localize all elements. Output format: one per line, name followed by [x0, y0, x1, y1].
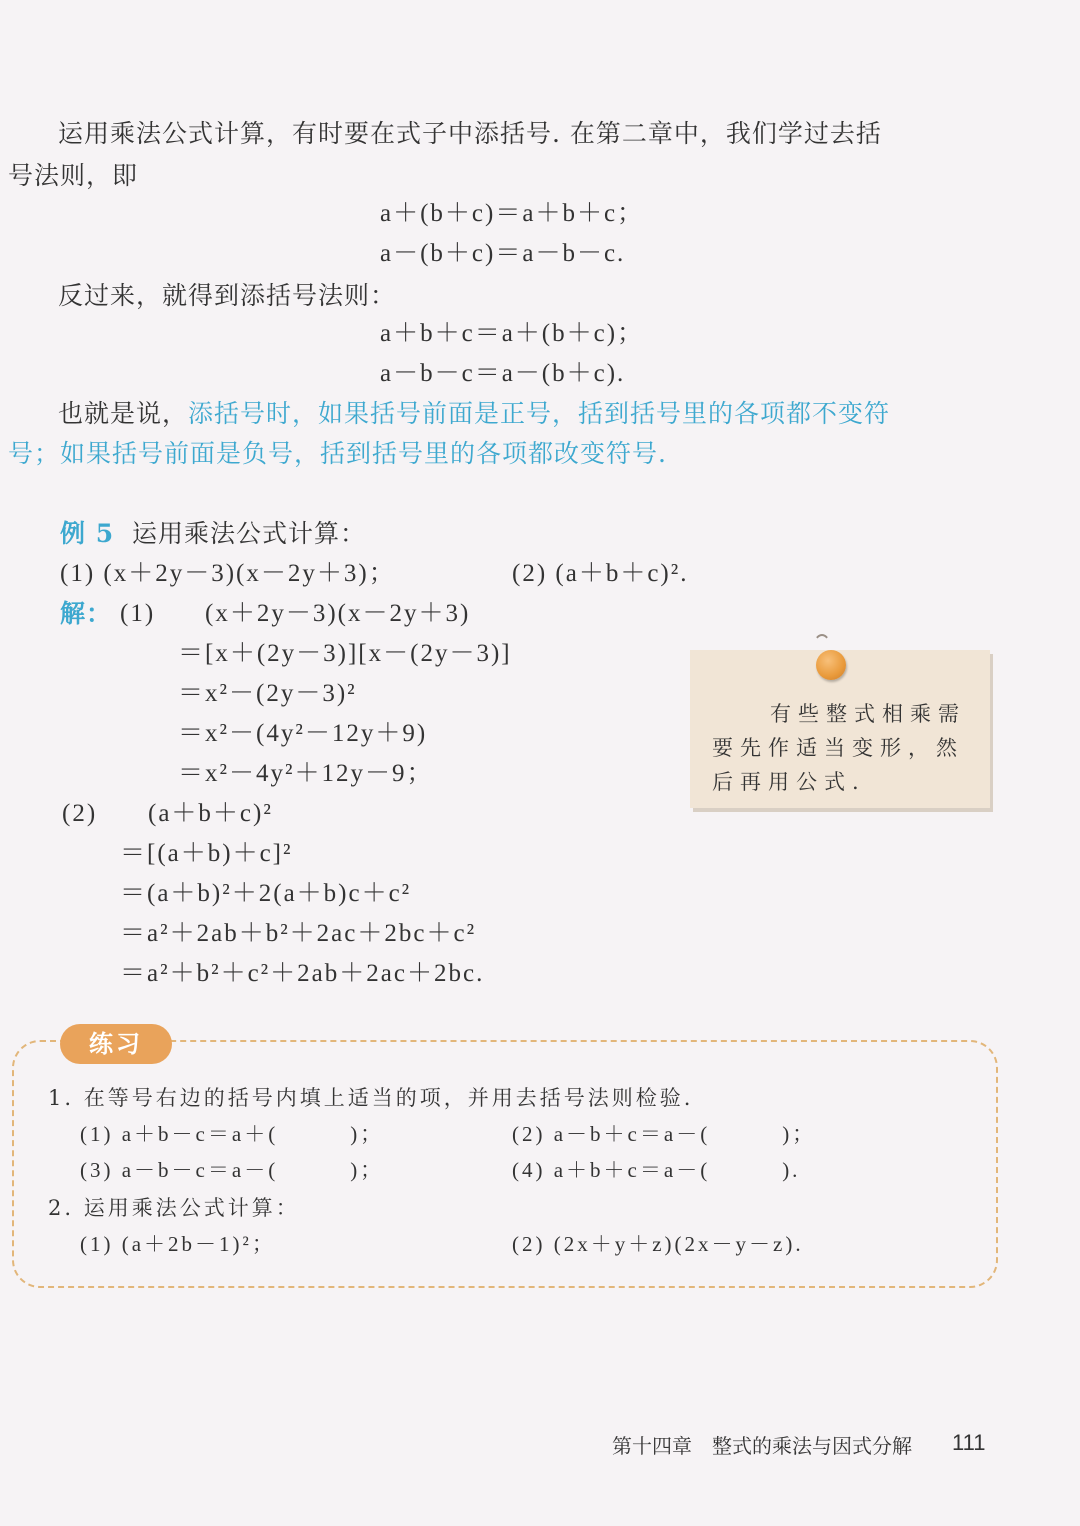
page-number: 111 [952, 1430, 986, 1455]
solution-step: ＝a²＋b²＋c²＋2ab＋2ac＋2bc. [120, 960, 485, 987]
solution-part-2-tag: (2) [62, 800, 98, 827]
exercise-item: (2) a－b＋c＝a－( )； [512, 1122, 817, 1146]
intro-line-1: 运用乘法公式计算，有时要在式子中添括号. 在第二章中，我们学过去括 [58, 119, 882, 148]
note-line-1: 有些整式相乘需 [770, 702, 966, 726]
rule-remove-1: a＋(b＋c)＝a＋b＋c； [380, 200, 645, 227]
rule-highlight-2: 号；如果括号前面是负号，括到括号里的各项都改变符号. [8, 439, 667, 468]
solution-step: ＝[x＋(2y－3)][x－(2y－3)] [178, 640, 512, 667]
example-question-2: (2) (a＋b＋c)². [512, 560, 689, 587]
solution-part-1-tag: (1) [120, 600, 156, 627]
exercise-tag: 练习 [60, 1024, 172, 1064]
example-label: 例 5 [60, 519, 115, 548]
note-line-2: 要先作适当变形，然 [712, 736, 964, 760]
example-question-1: (1) (x＋2y－3)(x－2y＋3)； [60, 560, 396, 587]
intro-line-2: 号法则，即 [8, 161, 139, 190]
exercise-item: (1) (a＋2b－1)²； [80, 1232, 276, 1256]
solution-step: ＝x²－(4y²－12y＋9) [178, 720, 428, 747]
rule-add-2: a－b－c＝a－(b＋c). [380, 360, 626, 387]
pushpin-icon [816, 650, 846, 680]
rule-add-1: a＋b＋c＝a＋(b＋c)； [380, 320, 645, 347]
that-is-text: 也就是说， [58, 399, 189, 428]
that-is-line [58, 396, 890, 432]
solution-step: (a＋b＋c)² [148, 800, 273, 827]
solution-step: ＝a²＋2ab＋b²＋2ac＋2bc＋c² [120, 920, 477, 947]
exercise-question-2: 2. 运用乘法公式计算： [48, 1196, 300, 1220]
example-heading [60, 516, 366, 552]
rule-remove-2: a－(b＋c)＝a－b－c. [380, 240, 626, 267]
note-line-3: 后再用公式. [712, 770, 866, 794]
solution-step: ＝x²－4y²＋12y－9； [178, 760, 434, 787]
exercise-question-1: 1. 在等号右边的括号内填上适当的项，并用去括号法则检验. [48, 1086, 694, 1110]
solution-step: (x＋2y－3)(x－2y＋3) [205, 600, 471, 627]
example-prompt: 运用乘法公式计算： [132, 519, 367, 548]
exercise-item: (1) a＋b－c＝a＋( )； [80, 1122, 385, 1146]
exercise-item: (3) a－b－c＝a－( )； [80, 1158, 385, 1182]
solution-step: ＝(a＋b)²＋2(a＋b)c＋c² [120, 880, 412, 907]
exercise-item: (2) (2x＋y＋z)(2x－y－z). [512, 1232, 804, 1256]
converse-text: 反过来，就得到添括号法则： [58, 281, 397, 310]
exercise-item: (4) a＋b＋c＝a－( ). [512, 1158, 801, 1182]
solution-step: ＝[(a＋b)＋c]² [120, 840, 293, 867]
rule-highlight-1: 添括号时，如果括号前面是正号，括到括号里的各项都不变符 [188, 399, 891, 428]
solution-step: ＝x²－(2y－3)² [178, 680, 357, 707]
solution-label: 解： [60, 599, 113, 628]
chapter-title: 第十四章 整式的乘法与因式分解 [612, 1434, 912, 1458]
